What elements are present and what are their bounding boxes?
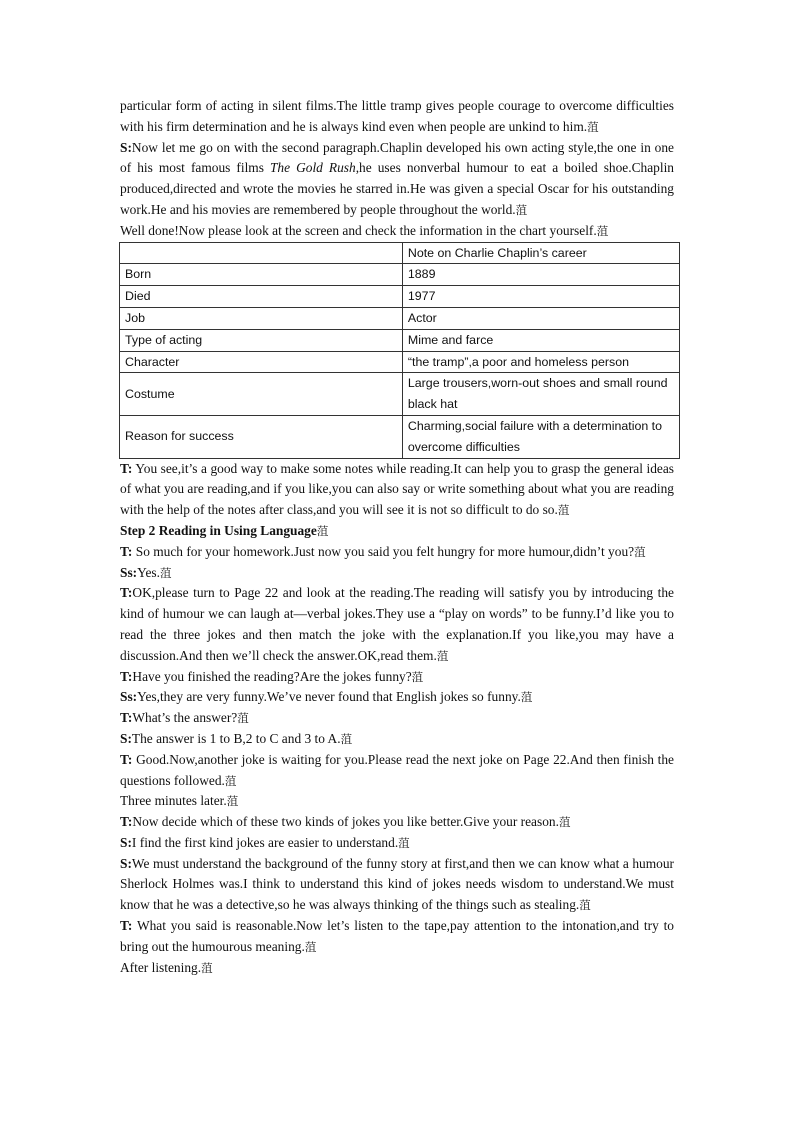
dialogue-line: T: What you said is reasonable.Now let’s listen to the tape,pay attention to the intonation,and try to bring out the humourous meaning.菹 [120, 918, 674, 954]
dialogue-line: T:Now decide which of these two kinds of jokes you like better.Give your reason.菹 [120, 814, 571, 830]
speaker-label: S: [120, 139, 132, 155]
speaker-label: T: [120, 585, 133, 601]
paragraph-mark: 菹 [436, 648, 449, 663]
table-row [120, 373, 680, 416]
stage-direction: After listening.菹 [120, 959, 213, 975]
dialogue-line: Ss:Yes.菹 [120, 564, 172, 580]
table-row [120, 415, 680, 458]
dialogue-line: S:We must understand the background of the funny story at first,and then we can know what a humour Sherlock Holmes was.I think to understand this kind of jokes needs wisdom to understand.We must know that he was a detective,so he was always thinking of the things such as stealing.菹 [120, 855, 674, 913]
table-header-row [120, 242, 680, 264]
paragraph-mark: 菹 [596, 223, 609, 238]
table-header-empty-cell [120, 242, 403, 264]
row-label: Type of acting [120, 329, 403, 351]
row-value: Actor [402, 307, 679, 329]
speaker-label: Ss: [120, 689, 138, 705]
dialogue-line: S:The answer is 1 to B,2 to C and 3 to A.菹 [120, 730, 353, 746]
row-value: Mime and farce [402, 329, 679, 351]
table-header-cell: Note on Charlie Chaplin’s career [402, 242, 679, 264]
career-notes-table [119, 242, 680, 459]
paragraph-mark: 菹 [558, 815, 571, 830]
paragraph-second: S:Now let me go on with the second paragraph.Chaplin developed his own acting style,the one in one of his most famous films The Gold Rush,he uses nonverbal humour to eat a boiled shoe.Chaplin produced,directed and wrote the movies he starred in.He was given a special Oscar for his outstanding work.He and his movies are remembered by people throughout the world.菹 [120, 139, 674, 217]
table-row [120, 264, 680, 286]
stage-direction: Three minutes later.菹 [120, 793, 239, 809]
paragraph-mark: 菹 [224, 773, 237, 788]
speaker-label: T: [120, 918, 133, 934]
speaker-label: T: [120, 460, 133, 476]
row-value: 1977 [402, 286, 679, 308]
row-label: Job [120, 307, 403, 329]
dialogue-line: T:Have you finished the reading?Are the jokes funny?菹 [120, 668, 424, 684]
row-label: Reason for success [120, 415, 403, 458]
speaker-label: T: [120, 710, 133, 726]
speaker-label: S: [120, 834, 132, 850]
paragraph-mark: 菹 [201, 960, 213, 975]
speaker-label: T: [120, 814, 133, 830]
row-label: Died [120, 286, 403, 308]
dialogue-line: T: So much for your homework.Just now you said you felt hungry for more humour,didn’t you?菹 [120, 543, 646, 559]
speaker-label: T: [120, 751, 133, 767]
dialogue-line: Ss:Yes,they are very funny.We’ve never found that English jokes so funny.菹 [120, 689, 533, 705]
paragraph-mark: 菹 [237, 711, 249, 726]
paragraph-mark: 菹 [579, 898, 591, 913]
row-label: Costume [120, 373, 403, 416]
section-heading: Step 2 Reading in Using Language菹 [120, 522, 329, 538]
dialogue-line: S:I find the first kind jokes are easier to understand.菹 [120, 834, 410, 850]
paragraph-notes-advice: T: You see,it’s a good way to make some notes while reading.It can help you to grasp the general ideas of what you are reading,and if you like,you can also say or write something about what you are reading with the help of the notes after class,and you will see it is not so difficult to do so.菹 [120, 460, 674, 518]
document-page [120, 96, 674, 978]
row-label: Born [120, 264, 403, 286]
film-title: The Gold Rush [269, 160, 356, 176]
row-value: “the tramp”,a poor and homeless person [402, 351, 679, 373]
paragraph-mark: 菹 [398, 835, 410, 850]
table-row [120, 286, 680, 308]
paragraph-mark: 菹 [226, 794, 239, 809]
paragraph-mark: 菹 [634, 544, 646, 559]
paragraph-mark: 菹 [340, 731, 353, 746]
speaker-label: T: [120, 668, 133, 684]
table-row [120, 351, 680, 373]
paragraph-chaplin-tramp: particular form of acting in silent films.The little tramp gives people courage to overcome difficulties with his firm determination and he is always kind even when people are unkind to him.菹 [120, 98, 674, 134]
row-label: Character [120, 351, 403, 373]
paragraph-mark: 菹 [159, 565, 172, 580]
dialogue-line: T:What’s the answer?菹 [120, 710, 249, 726]
row-value: Charming,social failure with a determination to overcome difficulties [402, 415, 679, 458]
paragraph-mark: 菹 [557, 503, 570, 518]
paragraph-mark: 菹 [304, 939, 317, 954]
dialogue-line: T: Good.Now,another joke is waiting for you.Please read the next joke on Page 22.And then finish the questions followed.菹 [120, 751, 674, 788]
table-row [120, 329, 680, 351]
row-value: 1889 [402, 264, 679, 286]
table-row [120, 307, 680, 329]
paragraph-well-done: Well done!Now please look at the screen and check the information in the chart yourself.菹 [120, 222, 609, 238]
dialogue-line: T:OK,please turn to Page 22 and look at the reading.The reading will satisfy you by introducing the kind of humour we can laugh at—verbal jokes.They use a “play on words” to be funny.I’d like you to read the three jokes and then match the joke with the explanation.If you like,you may have a discussion.And then we’ll check the answer.OK,read them.菹 [120, 585, 674, 663]
paragraph-mark: 菹 [316, 523, 329, 538]
row-value: Large trousers,worn-out shoes and small round black hat [402, 373, 679, 416]
paragraph-mark: 菹 [411, 669, 424, 684]
speaker-label: S: [120, 730, 132, 746]
paragraph-mark: 菹 [587, 119, 599, 134]
paragraph-mark: 菹 [520, 690, 533, 705]
speaker-label: Ss: [120, 564, 138, 580]
paragraph-mark: 菹 [515, 202, 528, 217]
speaker-label: S: [120, 855, 132, 871]
speaker-label: T: [120, 543, 133, 559]
